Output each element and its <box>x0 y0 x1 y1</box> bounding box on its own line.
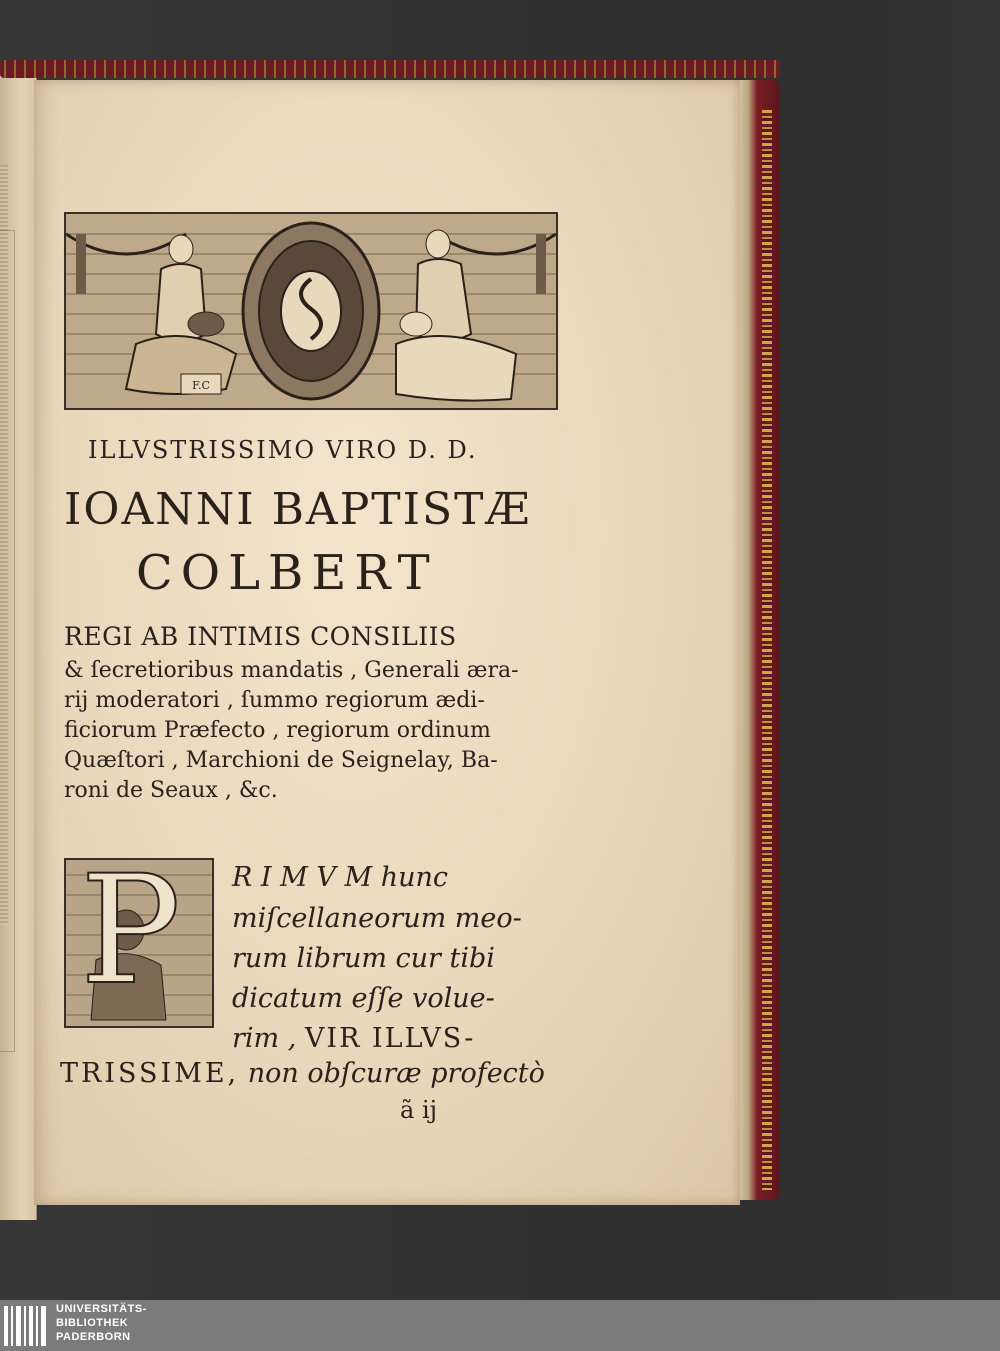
titles-line: Quæſtori , Marchioni de Seignelay, Ba- <box>64 748 498 773</box>
footer-logo-line1: UNIVERSITÄTS- <box>56 1303 147 1315</box>
footer-logo-line3: PADERBORN <box>56 1331 131 1343</box>
footer-bar <box>0 1300 1000 1351</box>
cover-top-edge <box>0 60 780 78</box>
body-line: dicatum eſſe volue- <box>232 983 495 1014</box>
left-page-ghost-frame <box>0 230 15 1052</box>
body-line: R I M V M hunc <box>232 862 448 893</box>
dedicatee-name-line2: COLBERT <box>136 545 438 601</box>
body-line5-italic: rim , <box>232 1023 297 1054</box>
footer-logo-line2: BIBLIOTHEK <box>56 1317 129 1329</box>
gilt-edge <box>762 110 772 1190</box>
body-line6-italic: non obſcuræ profectò <box>247 1058 545 1089</box>
titles-line: roni de Seaux , &c. <box>64 778 278 803</box>
body-line <box>232 1023 475 1054</box>
body-line: rum librum cur tibi <box>232 943 495 974</box>
body-line: miſcellaneorum meo- <box>232 903 522 934</box>
body-line6-caps: TRISSIME, <box>60 1058 240 1089</box>
signature-mark: ã ij <box>400 1096 438 1124</box>
headpiece-monogram: F.C <box>192 379 210 392</box>
library-barcode-logo-icon <box>4 1306 48 1346</box>
decorated-initial <box>64 858 214 1028</box>
body-line6 <box>60 1058 545 1089</box>
titles-line: ficiorum Præfecto , regiorum ordinum <box>64 718 491 743</box>
dedicatee-name-line1: IOANNI BAPTISTÆ <box>64 484 532 535</box>
cover-right-edge <box>738 80 780 1200</box>
body-line5-caps: VIR ILLVS- <box>304 1023 476 1054</box>
titles-line: rij moderatori , ſummo regiorum ædi- <box>64 688 485 713</box>
titles-heading: REGI AB INTIMIS CONSILIIS <box>64 622 457 651</box>
left-page <box>0 70 37 1220</box>
dedication-line: ILLVSTRISSIMO VIRO D. D. <box>88 436 478 464</box>
initial-letter: P <box>80 858 181 1018</box>
titles-line: & ſecretioribus mandatis , Generali æra- <box>64 658 519 683</box>
engraved-headpiece <box>64 212 558 410</box>
